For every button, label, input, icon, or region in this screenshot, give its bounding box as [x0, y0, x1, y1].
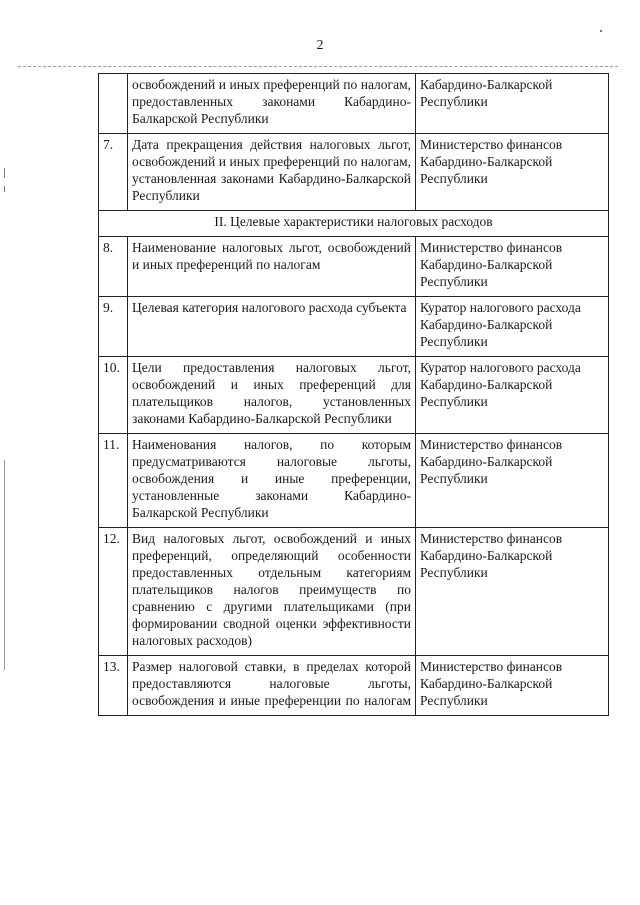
table-row: [99, 74, 609, 134]
scan-artifact: [4, 168, 5, 178]
row-number: 9.: [99, 297, 128, 357]
header-divider: [18, 66, 618, 67]
row-responsible: Кабардино-Балкарской Республики: [416, 74, 609, 134]
table-row: [99, 134, 609, 211]
table-row: [99, 528, 609, 656]
row-responsible: Министерство финансов Кабардино-Балкарской Республики: [416, 237, 609, 297]
table-row: [99, 357, 609, 434]
row-description: Вид налоговых льгот, освобождений и иных преференций, определяющий особенности предоставленных отдельным категориям плательщиков налогов преимуществ по сравнению с другими плательщиками (при формировании сводной оценки эффективности налоговых расходов): [128, 528, 416, 656]
row-number: 7.: [99, 134, 128, 211]
row-responsible: Министерство финансов Кабардино-Балкарской Республики: [416, 656, 609, 716]
row-number: 10.: [99, 357, 128, 434]
table-row: [99, 434, 609, 528]
table-row: [99, 297, 609, 357]
row-responsible: Куратор налогового расхода Кабардино-Балкарской Республики: [416, 357, 609, 434]
section-title: II. Целевые характеристики налоговых расходов: [99, 211, 609, 237]
row-number: 13.: [99, 656, 128, 716]
row-number: [99, 74, 128, 134]
row-description: Наименование налоговых льгот, освобождений и иных преференций по налогам: [128, 237, 416, 297]
row-responsible: Куратор налогового расхода Кабардино-Балкарской Республики: [416, 297, 609, 357]
scan-artifact: [600, 30, 602, 32]
row-number: 8.: [99, 237, 128, 297]
section-header-row: [99, 211, 609, 237]
row-description: освобождений и иных преференций по налогам, предоставленных законами Кабардино-Балкарской Республики: [128, 74, 416, 134]
scan-artifact: [4, 460, 5, 670]
row-responsible: Министерство финансов Кабардино-Балкарской Республики: [416, 434, 609, 528]
table-row: [99, 237, 609, 297]
row-description: Цели предоставления налоговых льгот, освобождений и иных преференций для плательщиков налогов, установленных законами Кабардино-Балкарской Республики: [128, 357, 416, 434]
row-number: 12.: [99, 528, 128, 656]
row-number: 11.: [99, 434, 128, 528]
row-responsible: Министерство финансов Кабардино-Балкарской Республики: [416, 528, 609, 656]
row-description: Наименования налогов, по которым предусматриваются налоговые льготы, освобождения и иные преференции, установленные законами Кабардино-Балкарской Республики: [128, 434, 416, 528]
row-responsible: Министерство финансов Кабардино-Балкарской Республики: [416, 134, 609, 211]
row-description: Дата прекращения действия налоговых льгот, освобождений и иных преференций по налогам, установленная законами Кабардино-Балкарской Республики: [128, 134, 416, 211]
scan-artifact: [4, 186, 5, 192]
row-description: Размер налоговой ставки, в пределах которой предоставляются налоговые льготы, освобождения и иные преференции по налогам: [128, 656, 416, 716]
table-row: [99, 656, 609, 716]
page-number: 2: [316, 38, 324, 53]
tax-expenditure-table: [98, 73, 609, 716]
row-description: Целевая категория налогового расхода субъекта: [128, 297, 416, 357]
